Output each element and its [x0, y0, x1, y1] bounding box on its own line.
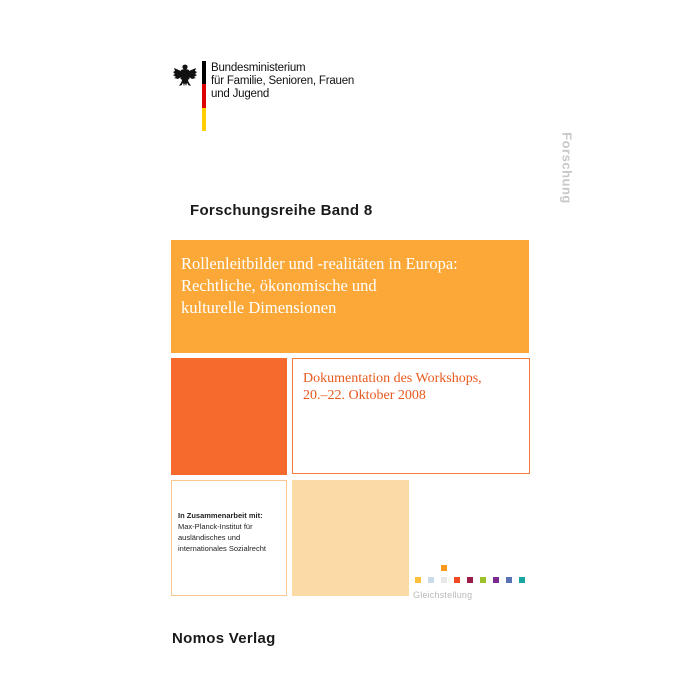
gleichstellung-label: Gleichstellung [413, 590, 473, 600]
book-title-line: kulturelle Dimensionen [181, 298, 337, 317]
ministry-name-line: und Jugend [211, 88, 270, 100]
documentation-line: 20.–22. Oktober 2008 [303, 388, 426, 403]
gleich-square [506, 577, 512, 583]
ministry-name [211, 62, 354, 101]
gleich-square [493, 577, 499, 583]
decorative-peach-square [292, 480, 409, 596]
book-title [181, 253, 519, 319]
gleich-square [480, 577, 486, 583]
gleich-square [441, 565, 447, 571]
decorative-orange-square [171, 358, 287, 475]
ministry-name-line: Bundesministerium [211, 62, 306, 74]
publisher-name: Nomos Verlag [172, 630, 276, 647]
book-title-line: Rollenleitbilder und -realitäten in Europa: [181, 254, 458, 273]
flag-stripe-red [202, 84, 206, 107]
gleich-square [428, 577, 434, 583]
documentation-box [292, 358, 530, 474]
side-label [554, 128, 580, 208]
cooperation-line: ausländisches und [178, 533, 241, 542]
gleich-square [467, 577, 473, 583]
series-title: Forschungsreihe Band 8 [190, 202, 373, 219]
book-title-line: Rechtliche, ökonomische und [181, 276, 377, 295]
documentation-text [303, 370, 482, 404]
side-label-text: Forschung [559, 132, 575, 204]
ministry-name-line: für Familie, Senioren, Frauen [211, 75, 355, 87]
federal-eagle-icon [172, 63, 198, 89]
gleich-square [454, 577, 460, 583]
flag-stripe-gold [202, 108, 206, 131]
title-box [171, 240, 529, 353]
flag-stripe-black [202, 61, 206, 84]
gleich-square [415, 577, 421, 583]
documentation-line: Dokumentation des Workshops, [303, 371, 482, 386]
cooperation-text [178, 510, 266, 554]
cooperation-line: Max-Planck-Institut für [178, 522, 253, 531]
cooperation-box [171, 480, 287, 596]
cooperation-line: internationales Sozialrecht [178, 544, 266, 553]
german-flag-bar [202, 61, 206, 131]
cooperation-heading: In Zusammenarbeit mit: [178, 511, 263, 520]
gleich-square [441, 577, 447, 583]
gleich-square [519, 577, 525, 583]
